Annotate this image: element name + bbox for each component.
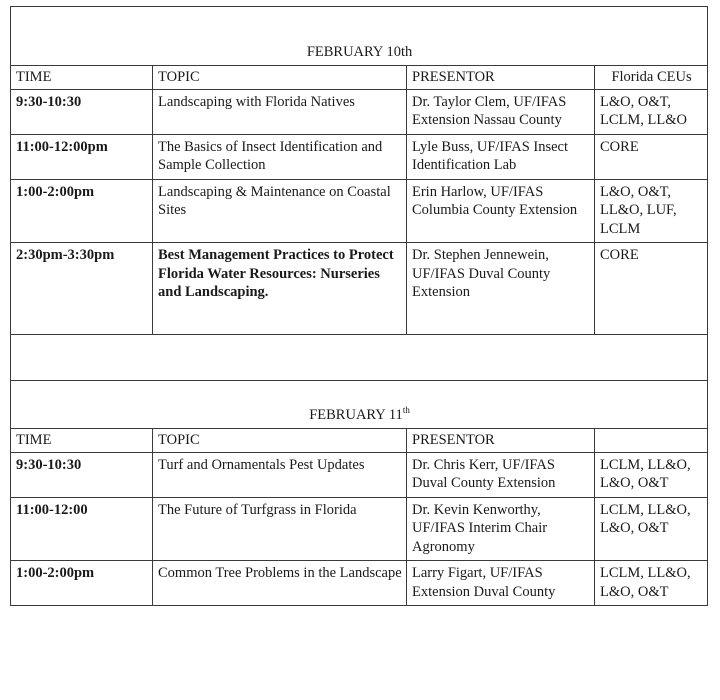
- session-ceus: LCLM, LL&O, L&O, O&T: [595, 452, 708, 497]
- day2-heading: [11, 381, 708, 429]
- day1-topic-header: TOPIC: [153, 66, 407, 90]
- day2-heading-text: FEBRUARY 11: [309, 406, 403, 423]
- session-ceus: CORE: [595, 134, 708, 179]
- session-topic: Landscaping with Florida Natives: [153, 89, 407, 134]
- session-topic: The Future of Turfgrass in Florida: [153, 497, 407, 561]
- spacer-row: [11, 335, 708, 381]
- session-time: 2:30pm-3:30pm: [11, 243, 153, 335]
- day2-topic-header: TOPIC: [153, 429, 407, 453]
- session-ceus: LCLM, LL&O, L&O, O&T: [595, 561, 708, 606]
- day2-heading-suffix: th: [402, 404, 410, 415]
- spacer-cell: [11, 335, 708, 381]
- session-ceus: CORE: [595, 243, 708, 335]
- day1-time-header: TIME: [11, 66, 153, 90]
- session-time: 9:30-10:30: [11, 452, 153, 497]
- schedule-sheet: [10, 6, 707, 606]
- session-ceus: L&O, O&T, LL&O, LUF, LCLM: [595, 179, 708, 243]
- day2-time-header: TIME: [11, 429, 153, 453]
- session-presenter: Lyle Buss, UF/IFAS Insect Identification Lab: [407, 134, 595, 179]
- session-topic: Turf and Ornamentals Pest Updates: [153, 452, 407, 497]
- table-row: [11, 561, 708, 606]
- session-time: 9:30-10:30: [11, 89, 153, 134]
- day2-heading-row: [11, 381, 708, 429]
- table-row: [11, 179, 708, 243]
- table-row: [11, 89, 708, 134]
- table-row: [11, 134, 708, 179]
- session-presenter: Dr. Kevin Kenworthy, UF/IFAS Interim Chair Agronomy: [407, 497, 595, 561]
- session-presenter: Larry Figart, UF/IFAS Extension Duval County: [407, 561, 595, 606]
- table-row: [11, 243, 708, 335]
- session-time: 11:00-12:00pm: [11, 134, 153, 179]
- day2-header-row: [11, 429, 708, 453]
- session-time: 1:00-2:00pm: [11, 561, 153, 606]
- session-topic: Landscaping & Maintenance on Coastal Sites: [153, 179, 407, 243]
- session-topic: Best Management Practices to Protect Florida Water Resources: Nurseries and Landscaping.: [153, 243, 407, 335]
- day1-header-row: [11, 66, 708, 90]
- session-ceus: LCLM, LL&O, L&O, O&T: [595, 497, 708, 561]
- session-topic: Common Tree Problems in the Landscape: [153, 561, 407, 606]
- day2-ceus-header: [595, 429, 708, 453]
- day1-heading: FEBRUARY 10th: [11, 7, 708, 66]
- table-row: [11, 497, 708, 561]
- day1-heading-row: [11, 7, 708, 66]
- session-ceus: L&O, O&T, LCLM, LL&O: [595, 89, 708, 134]
- session-presenter: Dr. Chris Kerr, UF/IFAS Duval County Extension: [407, 452, 595, 497]
- day2-presenter-header: PRESENTOR: [407, 429, 595, 453]
- session-presenter: Erin Harlow, UF/IFAS Columbia County Extension: [407, 179, 595, 243]
- session-presenter: Dr. Stephen Jennewein, UF/IFAS Duval County Extension: [407, 243, 595, 335]
- session-topic: The Basics of Insect Identification and Sample Collection: [153, 134, 407, 179]
- schedule-table: [10, 6, 708, 606]
- table-row: [11, 452, 708, 497]
- session-time: 11:00-12:00: [11, 497, 153, 561]
- session-time: 1:00-2:00pm: [11, 179, 153, 243]
- session-presenter: Dr. Taylor Clem, UF/IFAS Extension Nassau County: [407, 89, 595, 134]
- day1-ceus-header: Florida CEUs: [595, 66, 708, 90]
- day1-presenter-header: PRESENTOR: [407, 66, 595, 90]
